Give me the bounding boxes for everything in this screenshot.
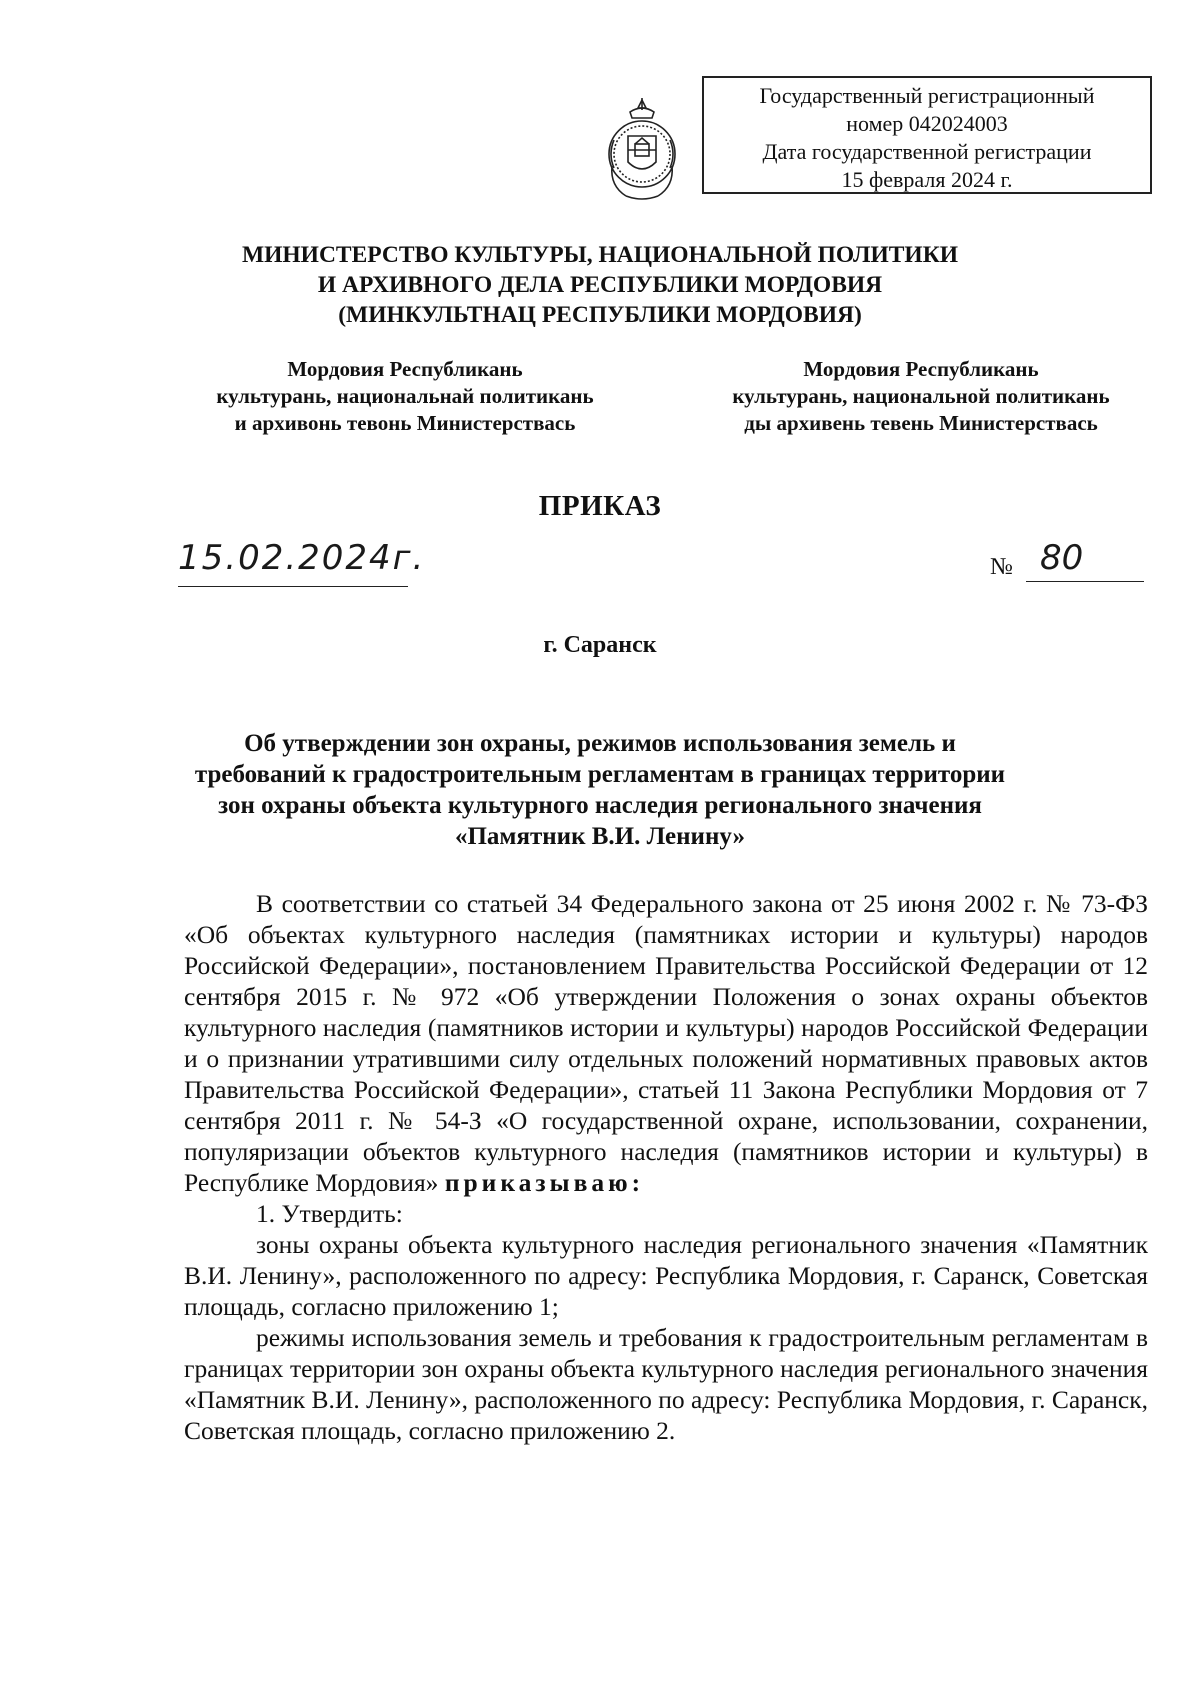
moksha-line-1: Мордовия Республикань bbox=[287, 357, 523, 381]
order-body bbox=[184, 888, 1148, 1446]
preamble-paragraph bbox=[184, 888, 1148, 1198]
subject-line-3: зон охраны объекта культурного наследия регионального значения bbox=[218, 792, 982, 819]
erzya-line-1: Мордовия Республикань bbox=[803, 357, 1039, 381]
subject-line-1: Об утверждении зон охраны, режимов использования земель и bbox=[244, 730, 956, 757]
item-1b: режимы использования земель и требования к градостроительным регламентам в границах территории зон охраны объекта культурного наследия регионального значения «Памятник В.И. Ленину», расположенного по адресу: Республика Мордовия, г. Саранск, Советская площадь, согласно приложению 2. bbox=[184, 1323, 1148, 1445]
subject-line-4: «Памятник В.И. Ленину» bbox=[454, 823, 745, 850]
erzya-line-2: культурань, национальной политикань bbox=[732, 384, 1110, 408]
item-1: 1. Утвердить: bbox=[256, 1199, 403, 1228]
item-1a: зоны охраны объекта культурного наследия регионального значения «Памятник В.И. Ленину», расположенного по адресу: Республика Мордовия, г. Саранск, Советская площадь, согласно приложению 1; bbox=[184, 1230, 1148, 1321]
order-number-label: № bbox=[990, 554, 1013, 580]
erzya-line-3: ды архивень тевень Министерствась bbox=[744, 411, 1098, 435]
ministry-line-2: И АРХИВНОГО ДЕЛА РЕСПУБЛИКИ МОРДОВИЯ bbox=[317, 272, 883, 298]
city-name: г. Саранск bbox=[543, 632, 657, 658]
ministry-name-moksha bbox=[170, 356, 640, 437]
coat-of-arms-emblem bbox=[604, 96, 680, 204]
moksha-line-2: культурань, национальнай политикань bbox=[216, 384, 594, 408]
order-subject bbox=[0, 728, 1200, 852]
preamble-text: В соответствии со статьей 34 Федерального закона от 25 июня 2002 г. № 73-ФЗ «Об объектах культурного наследия (памятниках истории и культуры) народов Российской Федерации», постановлением Правительства Российской Федерации от 12 сентября 2015 г. № 972 «Об утверждении Положения о зонах охраны объектов культурного наследия (памятников истории и культуры) народов Российской Федерации и о признании утратившими силу отдельных положений нормативных правовых актов Правительства Российской Федерации», статьей 11 Закона Республики Мордовия от 7 сентября 2011 г. № 54-З «О государственной охране, использовании, сохранении, популяризации объектов культурного наследия (памятников истории и культуры) в Республике Мордовия» bbox=[184, 889, 1148, 1197]
registration-line-1: Государственный регистрационный bbox=[759, 83, 1095, 108]
document-type-title: ПРИКАЗ bbox=[538, 490, 662, 522]
ministry-line-1: МИНИСТЕРСТВО КУЛЬТУРЫ, НАЦИОНАЛЬНОЙ ПОЛИТИКИ bbox=[241, 242, 959, 268]
moksha-line-3: и архивонь тевонь Министерствась bbox=[234, 411, 576, 435]
ministry-line-3: (МИНКУЛЬТНАЦ РЕСПУБЛИКИ МОРДОВИЯ) bbox=[338, 302, 862, 328]
order-date-handwritten: 15.02.2024г. bbox=[178, 536, 408, 587]
order-word: приказываю: bbox=[444, 1168, 645, 1197]
registration-date: 15 февраля 2024 г. bbox=[841, 167, 1013, 192]
registration-number: номер 042024003 bbox=[846, 111, 1008, 136]
ministry-name-erzya bbox=[686, 356, 1156, 437]
ministry-header bbox=[0, 240, 1200, 330]
subject-line-2: требований к градостроительным регламентам в границах территории bbox=[194, 761, 1006, 788]
registration-stamp bbox=[702, 76, 1152, 194]
order-number-handwritten: 80 bbox=[1026, 536, 1144, 582]
registration-line-3: Дата государственной регистрации bbox=[762, 139, 1092, 164]
